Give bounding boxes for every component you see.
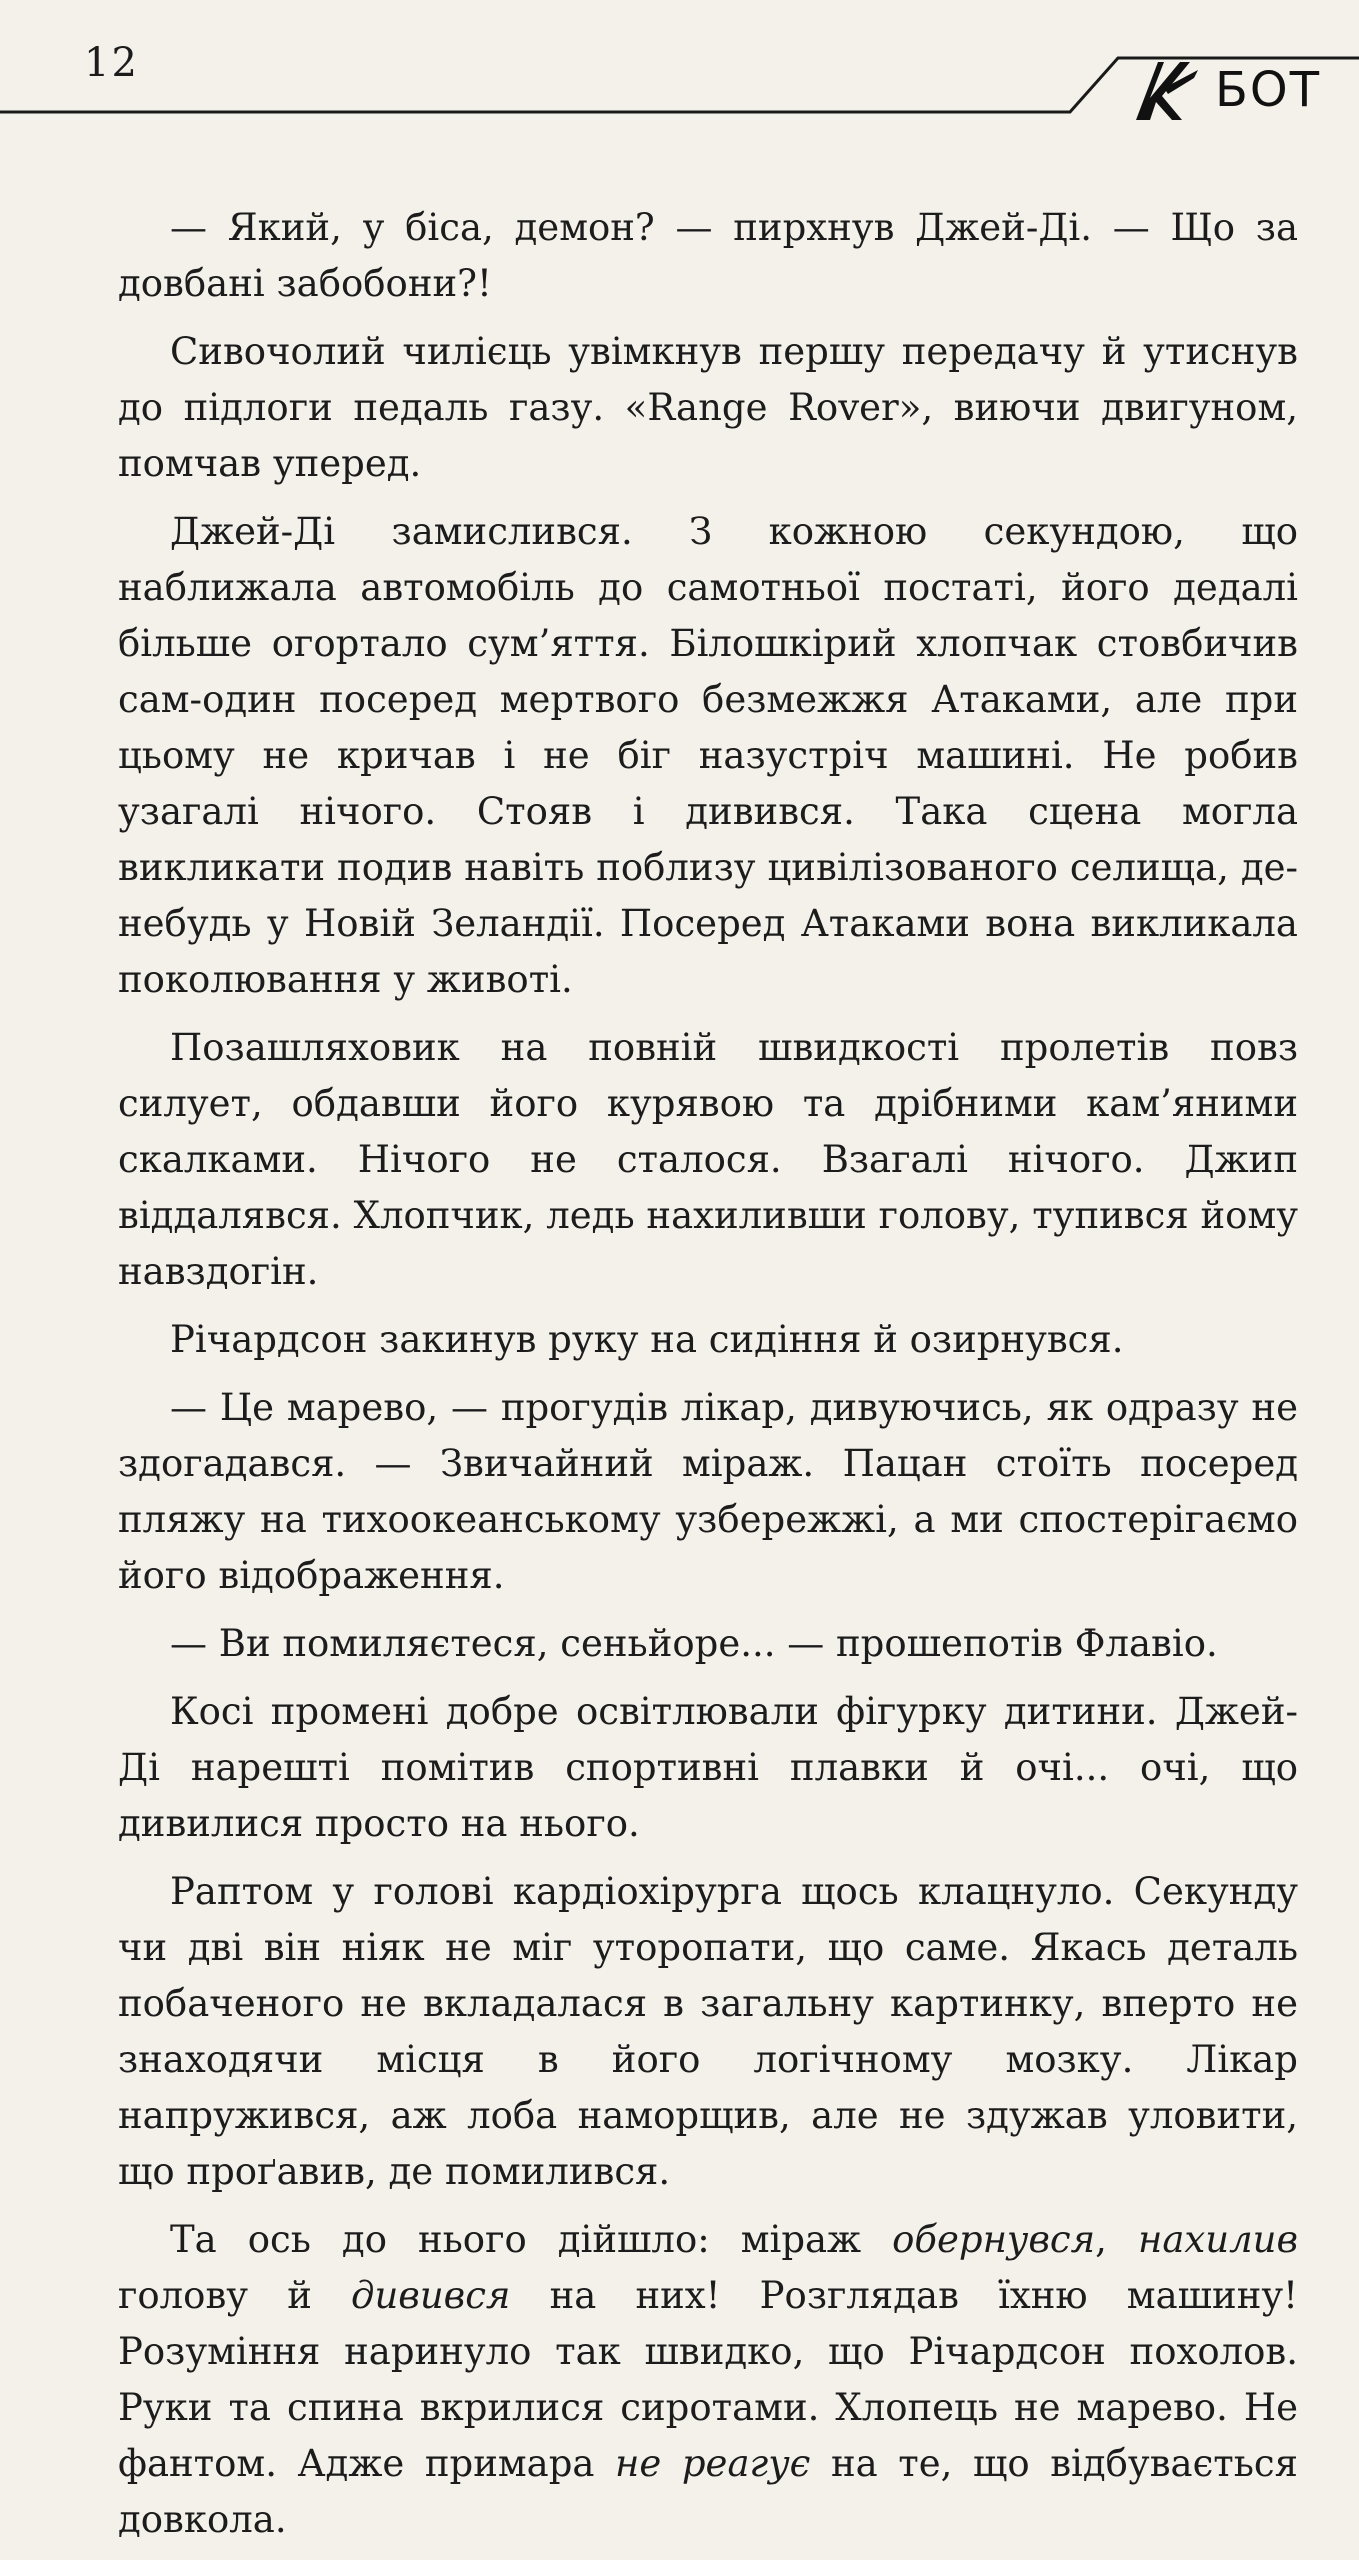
paragraph (118, 1380, 1298, 1604)
paragraph (118, 1020, 1298, 1300)
paragraph (118, 1616, 1298, 1672)
text-run: Та ось до нього дійшло: міраж (170, 2218, 893, 2261)
paragraph (118, 2212, 1298, 2548)
text-run: на них! Розглядав їхню машину! Розуміння наринуло так швидко, що Річардсон похолов. Руки та спина вкрилися сиротами. Хлопець не марево. Не фантом. Адже примара (118, 2274, 1298, 2485)
text-run: — Це марево, — прогудів лікар, дивуючись, як одразу не здогадався. — Звичайний міраж. Пацан стоїть посеред пляжу на тихоокеанському узбережжі, а ми спостерігаємо його відображення. (118, 1386, 1298, 1597)
text-run: — Який, у біса, демон? — пирхнув Джей-Ді. — Що за довбані забобони?! (118, 206, 1298, 305)
brand-title: БОТ (1215, 62, 1322, 118)
paragraph (118, 1684, 1298, 1852)
text-run: , (1095, 2218, 1138, 2261)
page-number: 12 (84, 40, 139, 86)
text-run: Косі промені добре освітлювали фігурку дитини. Джей-Ді нарешті помітив спортивні плавки й очі... очі, що дивилися просто на нього. (118, 1690, 1298, 1845)
text-run: Сивочолий чилієць увімкнув першу передачу й утиснув до підлоги педаль газу. «Range Rover», виючи двигуном, помчав уперед. (118, 330, 1298, 485)
paragraph (118, 324, 1298, 492)
paragraph (118, 1864, 1298, 2200)
publisher-logo-icon (1128, 58, 1210, 124)
italic-text: нахилив (1137, 2218, 1299, 2261)
text-run: Річардсон закинув руку на сидіння й озирнувся. (170, 1318, 1124, 1361)
text-run: на те, що відбувається довкола. (118, 2442, 1298, 2541)
text-run: Раптом у голові кардіохірурга щось клацнуло. Секунду чи дві він ніяк не міг уторопати, що саме. Якась деталь побаченого не вкладалася в загальну картинку, вперто не знаходячи місця в його логічному мозку. Лікар напружився, аж лоба наморщив, але не здужав уловити, що проґавив, де помилився. (118, 1870, 1298, 2193)
text-run: — Ви помиляєтеся, сеньйоре... — прошепотів Флавіо. (170, 1622, 1218, 1665)
text-run: Позашляховик на повній швидкості пролетів повз силует, обдавши його курявою та дрібними кам’яними скалками. Нічого не сталося. Взагалі нічого. Джип віддалявся. Хлопчик, ледь нахиливши голову, тупився йому навздогін. (118, 1026, 1298, 1293)
paragraph (118, 504, 1298, 1008)
text-run: Джей-Ді замислився. З кожною секундою, що наближала автомобіль до самотньої постаті, його дедалі більше огортало сум’яття. Білошкірий хлопчак стовбичив сам-один посеред мертвого безмежжя Атаками, але при цьому не кричав і не біг назустріч машині. Не робив узагалі нічого. Стояв і дивився. Така сцена могла викликати подив навіть поблизу цивілізованого селища, де-небудь у Новій Зеландії. Посеред Атаками вона викликала поколювання у животі. (118, 510, 1298, 1001)
italic-text: не реагує (615, 2442, 811, 2485)
paragraph (118, 200, 1298, 312)
italic-text: обернувся (892, 2218, 1096, 2261)
body-text (118, 200, 1298, 2560)
italic-text: дивився (351, 2274, 511, 2317)
paragraph (118, 1312, 1298, 1368)
text-run: голову й (118, 2274, 352, 2317)
